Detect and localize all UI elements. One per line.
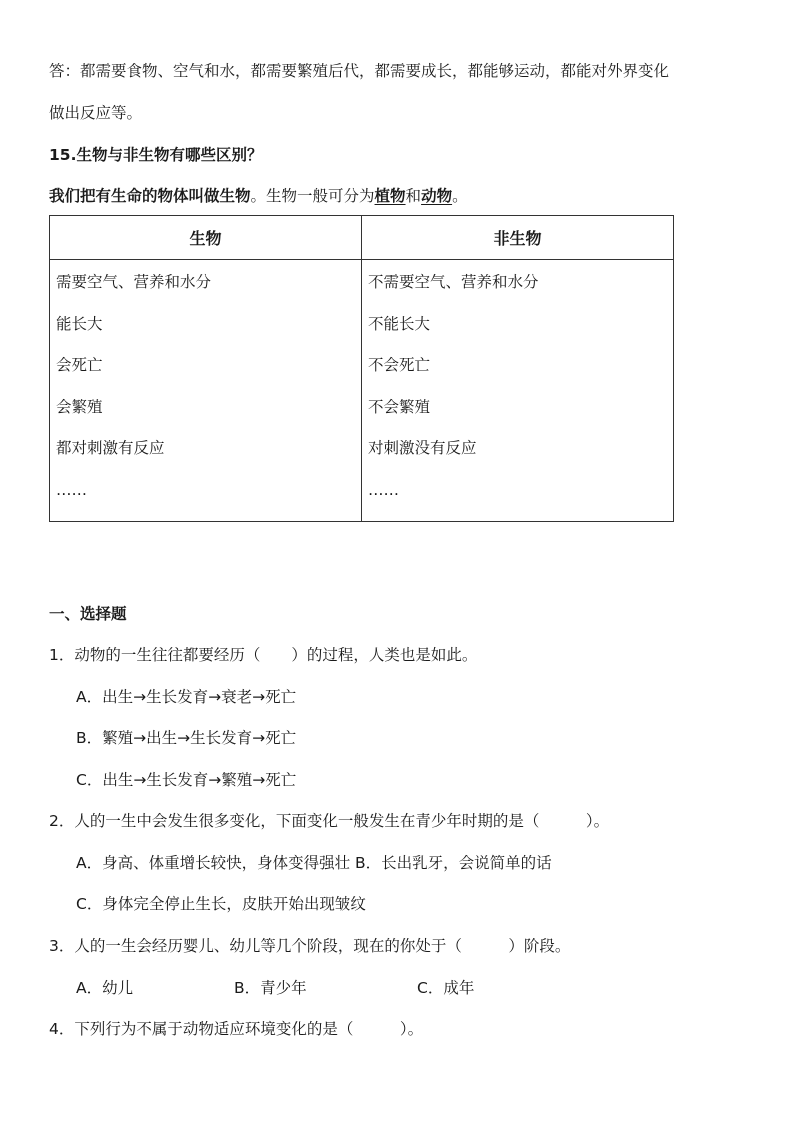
answer-line-1: 答：都需要食物、空气和水，都需要繁殖后代，都需要成长，都能够运动，都能对外界变化 (49, 62, 670, 80)
header-nonliving: 非生物 (362, 216, 674, 260)
q15-title: 15.生物与非生物有哪些区别？ (49, 146, 263, 164)
q15-end: 。 (452, 187, 468, 205)
list-item: 都对刺激有反应 (56, 439, 165, 457)
list-item: 不需要空气、营养和水分 (368, 273, 539, 291)
list-item: 不能长大 (368, 314, 431, 333)
q15-intro-text: 。生物一般可分为 (250, 187, 375, 205)
q3-stem: 3．人的一生会经历婴儿、幼儿等几个阶段，现在的你处于（ ）阶段。 (49, 937, 571, 955)
q15-intro-bold: 我们把有生命的物体叫做生物 (49, 187, 251, 205)
q4-stem: 4．下列行为不属于动物适应环境变化的是（ ）。 (49, 1020, 424, 1038)
q2-options-ab[interactable]: A．身高、体重增长较快，身体变得强壮 B．长出乳牙，会说简单的话 (76, 854, 552, 872)
q1-stem: 1．动物的一生往往都要经历（ ）的过程，人类也是如此。 (49, 646, 478, 664)
table-header-row (50, 216, 674, 260)
list-item: 不会死亡 (368, 356, 431, 374)
answer-line-2: 做出反应等。 (49, 104, 143, 122)
list-item: 需要空气、营养和水分 (56, 273, 212, 291)
list-item: …… (368, 480, 399, 499)
q1-option-a[interactable]: A．出生→生长发育→衰老→死亡 (76, 688, 297, 706)
nonliving-cell (362, 260, 674, 522)
nonliving-list (362, 260, 673, 521)
q1-option-c[interactable]: C．出生→生长发育→繁殖→死亡 (76, 771, 297, 789)
q3-option-c[interactable]: C．成年 (417, 979, 475, 997)
q2-option-c[interactable]: C．身体完全停止生长，皮肤开始出现皱纹 (76, 895, 366, 913)
list-item: …… (56, 480, 87, 499)
list-item: 对刺激没有反应 (368, 439, 477, 457)
q15-plant: 植物 (374, 187, 406, 205)
header-living: 生物 (50, 216, 362, 260)
q2-stem: 2．人的一生中会发生很多变化，下面变化一般发生在青少年时期的是（ ）。 (49, 812, 610, 830)
q15-and: 和 (405, 187, 422, 205)
list-item: 会繁殖 (56, 397, 103, 416)
q3-option-b[interactable]: B．青少年 (234, 979, 307, 997)
living-cell (50, 260, 362, 522)
q3-option-a[interactable]: A．幼儿 (76, 979, 134, 997)
q15-intro (49, 186, 468, 206)
living-list (50, 260, 361, 521)
list-item: 会死亡 (56, 356, 103, 374)
section-title: 一、选择题 (49, 605, 127, 623)
comparison-table (49, 215, 674, 522)
q1-option-b[interactable]: B．繁殖→出生→生长发育→死亡 (76, 729, 297, 747)
list-item: 不会繁殖 (368, 397, 431, 416)
table-body-row (50, 260, 674, 522)
list-item: 能长大 (56, 314, 103, 333)
q15-animal: 动物 (421, 187, 453, 205)
